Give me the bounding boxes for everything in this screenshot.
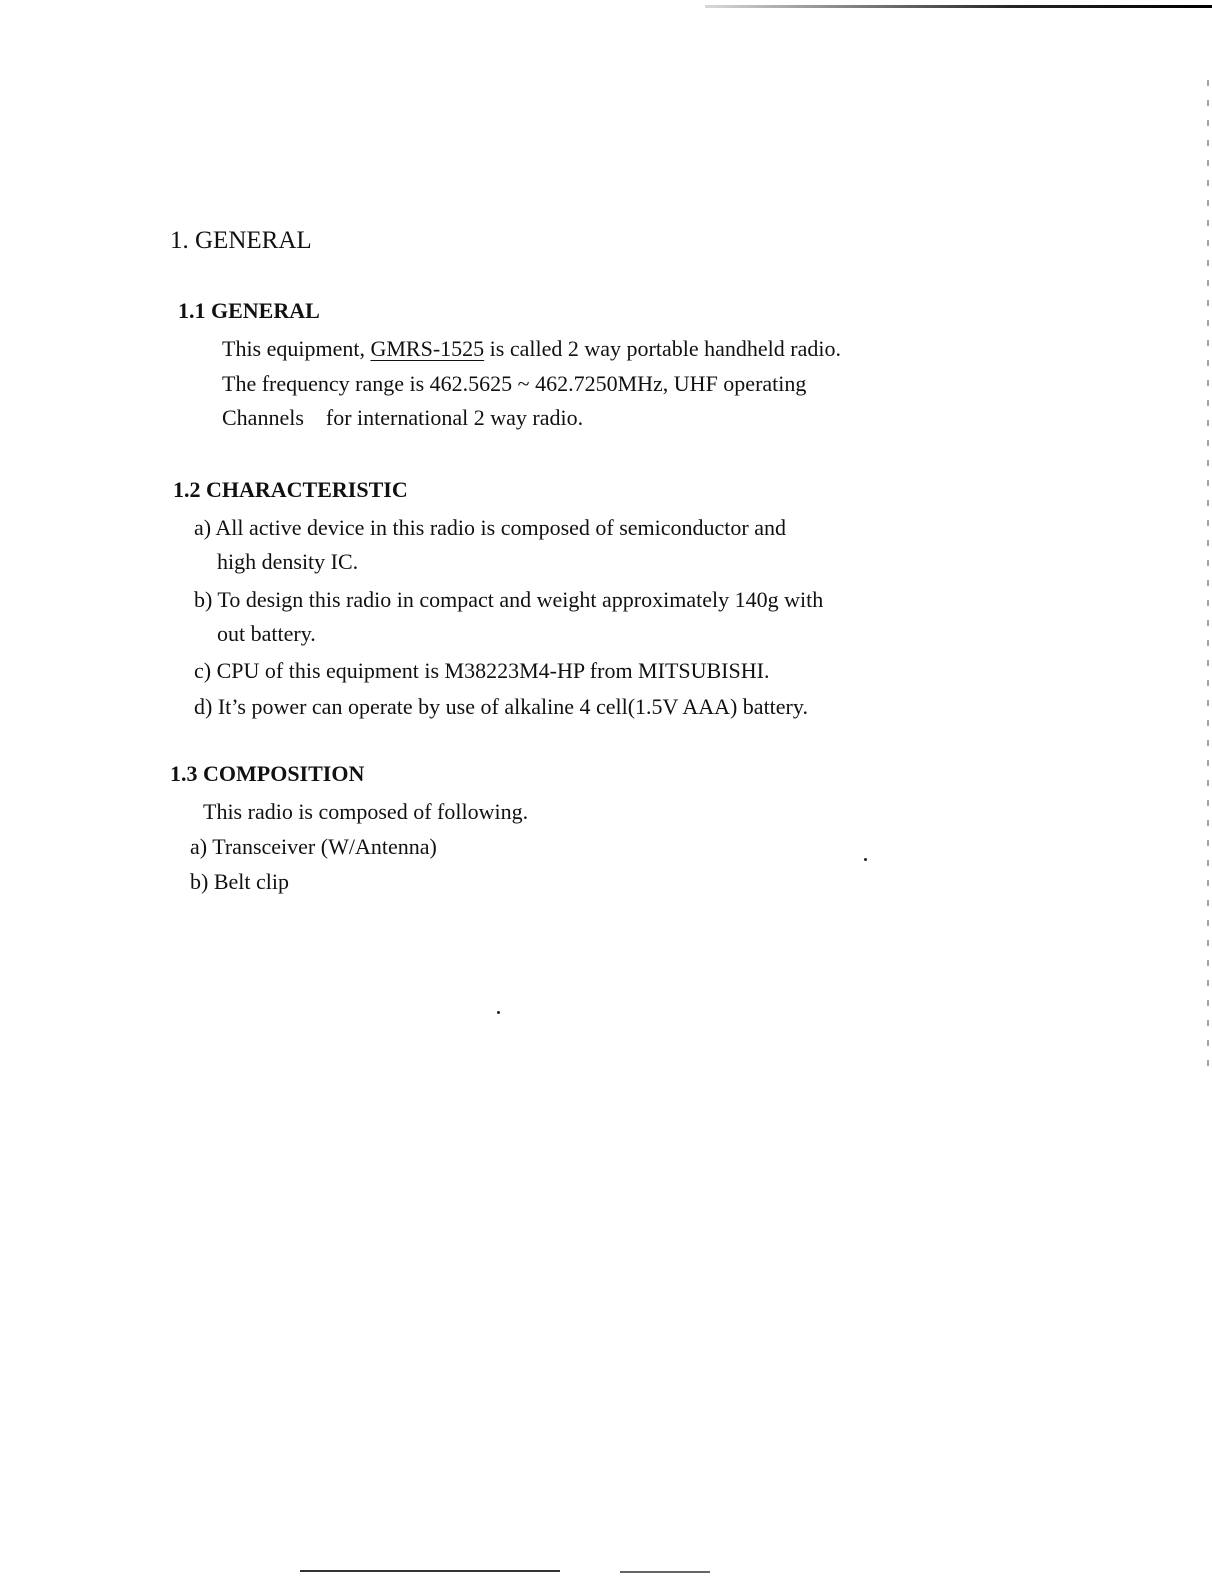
- characteristic-b-line-1: b) To design this radio in compact and weight approximately 140g with: [194, 587, 824, 612]
- section-heading-general: 1.1 GENERAL: [178, 298, 320, 323]
- scan-artifact-bottom-2: [620, 1571, 710, 1573]
- composition-item-a: a) Transceiver (W/Antenna): [190, 834, 437, 859]
- characteristic-d: d) It’s power can operate by use of alkaline 4 cell(1.5V AAA) battery.: [194, 694, 808, 719]
- scan-artifact-right-edge: [1207, 80, 1209, 1080]
- composition-item-b: b) Belt clip: [190, 869, 289, 894]
- characteristic-a-line-1: a) All active device in this radio is composed of semiconductor and: [194, 515, 787, 540]
- model-number: GMRS-1525: [370, 336, 485, 361]
- characteristic-a-line-2: high density IC.: [217, 549, 359, 574]
- scan-speck: [497, 1011, 500, 1014]
- scan-artifact-top: [705, 5, 1212, 8]
- section-heading-composition: 1.3 COMPOSITION: [170, 761, 365, 786]
- general-line-1-post: is called 2 way portable handheld radio.: [484, 336, 841, 361]
- characteristic-b-line-2: out battery.: [217, 621, 316, 646]
- general-line-2: The frequency range is 462.5625 ~ 462.7250MHz, UHF operating: [222, 371, 807, 396]
- general-line-1-pre: This equipment,: [222, 336, 371, 361]
- page-title: 1. GENERAL: [170, 227, 312, 254]
- scan-artifact-bottom: [300, 1570, 560, 1572]
- section-heading-characteristic: 1.2 CHARACTERISTIC: [173, 477, 408, 502]
- general-line-3: Channels for international 2 way radio.: [222, 405, 584, 430]
- composition-intro: This radio is composed of following.: [203, 799, 529, 824]
- characteristic-c: c) CPU of this equipment is M38223M4-HP from MITSUBISHI.: [194, 658, 770, 683]
- general-line-1: [222, 336, 841, 362]
- scan-speck: [864, 858, 867, 861]
